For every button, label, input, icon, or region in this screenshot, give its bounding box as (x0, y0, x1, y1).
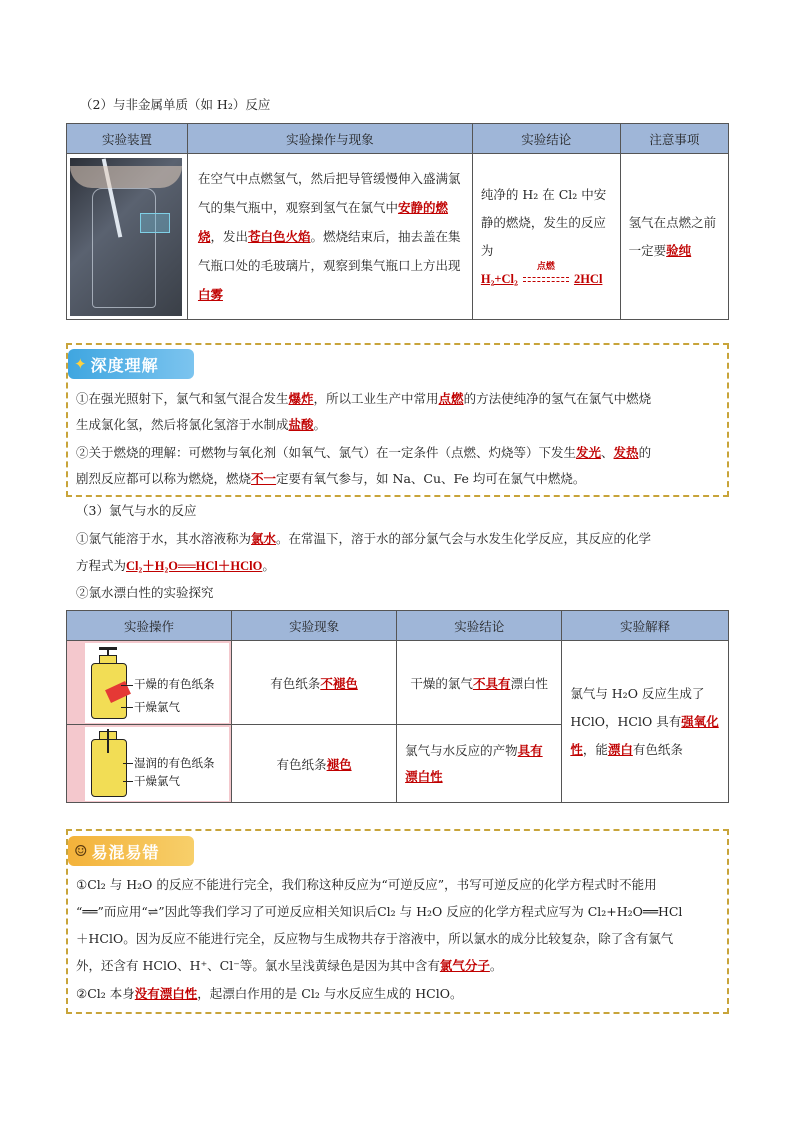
deep-line-1: ①在强光照射下，氯气和氢气混合发生爆炸，所以工业生产中常用点燃的方法使纯净的氢气在氯气中燃烧 (76, 391, 652, 406)
operation-cell: 在空气中点燃氢气，然后把导管缓慢伸入盛满氯气的集气瓶中，观察到氢气在氯气中安静的燃烧，发出苍白色火焰。燃烧结束后，抽去盖在集气瓶口处的毛玻璃片，观察到集气瓶口上方出现白雾 (187, 154, 472, 320)
header-operation: 实验操作与现象 (187, 124, 472, 154)
deep-understanding-badge: ✦ 深度理解 (68, 349, 194, 379)
section-3-para-1: ①氯气能溶于水，其水溶液称为氯水。在常温下，溶于水的部分氯气会与水发生化学反应，其反应的化学 (76, 531, 652, 546)
notes-cell: 氢气在点燃之前一定要验纯 (620, 154, 728, 320)
h2-cl2-equation: H₂+Cl₂ 点燃 2HCl (480, 260, 603, 286)
section-3-title: （3）氯气与水的反应 (76, 503, 197, 518)
burning-hydrogen-photo (70, 158, 182, 316)
mistake-line-4: 外，还含有 HClO、H⁺、Cl⁻等。氯水呈浅黄绿色是因为其中含有氯气分子。 (76, 958, 503, 973)
mistake-badge: ☺ 易混易错 (68, 836, 194, 866)
mistake-line-2: “══”而应用“⇌”因此等我们学习了可逆反应相关知识后Cl₂ 与 H₂O 反应的化学方程式应写为 Cl₂+H₂O══HCl (76, 904, 683, 919)
answer-quiet-burning: 安静的燃烧 (197, 200, 448, 244)
section-3-para-2: 方程式为Cl₂＋H₂O══HCl＋HClO。 (76, 558, 275, 573)
wet-paper-apparatus: 湿润的有色纸条 干燥氯气 (67, 725, 232, 803)
answer-check-purity: 验纯 (666, 242, 692, 258)
deep-line-2: 生成氯化氢，然后将氯化氢溶于水制成盐酸。 (76, 417, 327, 432)
section-2-title: （2）与非金属单质（如 H₂）反应 (80, 97, 271, 112)
deep-line-3: ②关于燃烧的理解：可燃物与氧化剂（如氧气、氯气）在一定条件（点燃、灼烧等）下发生发光、发热的 (76, 445, 652, 460)
header-apparatus: 实验装置 (67, 124, 188, 154)
mistake-line-1: ①Cl₂ 与 H₂O 的反应不能进行完全，我们称这种反应为“可逆反应”，书写可逆反应的化学方程式时不能用 (76, 877, 657, 892)
dry-paper-apparatus: 干燥的有色纸条 干燥氯气 (67, 641, 232, 725)
deep-line-4: 剧烈反应都可以称为燃烧，燃烧不一定要有氧气参与，如 Na、Cu、Fe 均可在氯气中燃烧。 (76, 471, 586, 486)
lightbulb-icon: ✦ (74, 355, 87, 373)
header-notes: 注意事项 (620, 124, 728, 154)
mistake-line-5: ②Cl₂ 本身没有漂白性，起漂白作用的是 Cl₂ 与水反应生成的 HClO。 (76, 986, 463, 1001)
explanation-cell: 氯气与 H₂O 反应生成了 HClO，HClO 具有强氧化性，能漂白有色纸条 (562, 641, 729, 803)
conclusion-cell: 纯净的 H₂ 在 Cl₂ 中安静的燃烧，发生的反应为 H₂+Cl₂ 点燃 2HCl (472, 154, 620, 320)
h2-reaction-table (66, 123, 729, 320)
header-conclusion: 实验结论 (472, 124, 620, 154)
answer-white-fog: 白雾 (197, 287, 223, 302)
section-3-para-3: ②氯水漂白性的实验探究 (76, 585, 214, 600)
mistake-line-3: ＋HClO。因为反应不能进行完全，反应物与生成物共存于溶液中，所以氯水的成分比较复杂，除了含有氯气 (76, 931, 674, 946)
apparatus-cell (67, 154, 188, 320)
answer-pale-flame: 苍白色火焰 (247, 229, 311, 244)
student-icon: ☺ (74, 842, 88, 860)
bleaching-table: 实验操作 实验现象 实验结论 实验解释 干燥的有色纸条 干燥氯气 有色纸条不褪色 干燥的氯气不具有漂白性 氯气与 H₂O 反应生成了 HClO，HClO 具有强氧化性，能漂白有色纸条 湿润的有色纸条 干燥氯气 有色纸条褪色 氯气与水反应的产物具有漂白性 (66, 610, 729, 803)
